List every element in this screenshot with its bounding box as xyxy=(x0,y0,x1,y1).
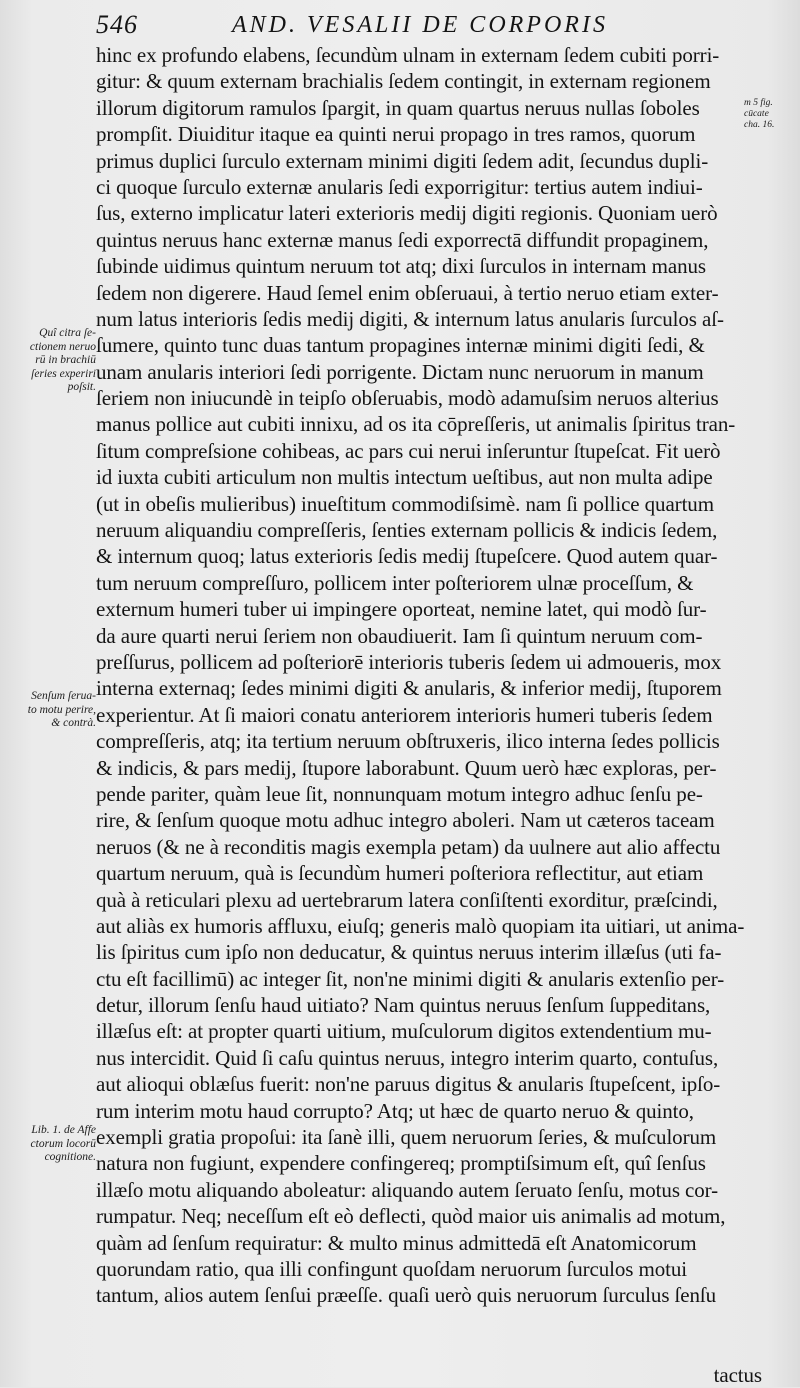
margin-note-line: ſeries experiri xyxy=(31,367,96,380)
text-line: tantum, alios autem ſenſui præeſſe. quaſi uerò quis neruorum ſurculus ſenſu xyxy=(96,1283,717,1308)
text-line: hinc ex profundo elabens, ſecundùm ulnam in externam ſedem cubiti porri- xyxy=(96,43,720,67)
margin-note-line: cūcate xyxy=(744,109,769,119)
text-line: pende pariter, quàm leue ſit, nonnunquam motum integro adhuc ſenſu pe- xyxy=(96,781,703,806)
margin-note-line: poſsit. xyxy=(67,381,96,393)
text-line: tum neruum compreſſuro, pollicem inter poſteriorem ulnæ proceſſum, & xyxy=(96,570,694,595)
text-line: illæſo motu aliquando aboleatur: aliquando autem ſeruato ſenſu, motus cor- xyxy=(96,1177,719,1202)
text-line: ſumere, quinto tunc duas tantum propagines internæ minimi digiti ſedi, & xyxy=(96,333,705,358)
text-line: ctu eſt facillimū) ac integer ſit, non'ne minimi digiti & anularis extenſio per- xyxy=(96,966,725,991)
text-line: ſitum compreſsione cohibeas, ac pars cui nerui inſeruntur ſtupeſcat. Fit uerò xyxy=(96,438,721,463)
text-line: natura non fugiunt, expendere confingereq; promptiſsimum eſt, quî ſenſus xyxy=(96,1151,706,1176)
text-line: rum interim motu haud corrupto? Atq; ut hæc de quarto neruo & quinto, xyxy=(96,1098,694,1123)
text-line: ſeriem non iniucundè in teipſo obſeruabis, modò adamuſsim neruos alterius xyxy=(96,386,719,411)
text-line: da aure quarti nerui ſeriem non obaudiuerit. Iam ſi quintum neruum com- xyxy=(96,623,703,648)
text-line: neruum aliquandiu compreſſeris, ſenties externam pollicis & indicis ſedem, xyxy=(96,518,718,543)
text-line: lis ſpiritus cum ipſo non deducatur, & quintus neruus interim illæſus (uti fa- xyxy=(96,940,722,965)
text-line: primus duplici ſurculo externam minimi digiti ſedem adit, ſecundus dupli- xyxy=(96,148,709,173)
text-line: ſus, externo implicatur lateri exterioris medij digiti regionis. Quoniam uerò xyxy=(96,201,718,226)
text-line: detur, illorum ſenſu haud uitiato? Nam quintus neruus ſenſum ſuppeditans, xyxy=(96,993,711,1018)
text-line: illæſus eſt: at propter quarti uitium, muſculorum digitos extendentium mu- xyxy=(96,1019,712,1044)
text-line: quà à reticulari plexu ad uertebrarum latera conſiſtenti exorditur, præſcindi, xyxy=(96,887,718,912)
text-line: aut alioqui oblæſus fuerit: non'ne paruus digitus & anularis ſtupeſcent, ipſo- xyxy=(96,1072,721,1097)
margin-note-line: rū in brachiū xyxy=(35,354,96,366)
margin-note-book-reference xyxy=(22,1124,96,1165)
body-text xyxy=(96,42,766,1388)
margin-note-line: cha. 16. xyxy=(744,120,775,130)
text-line: manus pollice aut cubiti innixu, ad os ita cōpreſſeris, ut animalis ſpiritus tran- xyxy=(96,412,736,437)
text-line: prompſit. Diuiditur itaque ea quinti nerui propago in tres ramos, quorum xyxy=(96,122,696,147)
text-line: id iuxta cubiti articulum non multis intectum ueſtibus, aut non multa adipe xyxy=(96,465,713,490)
text-line: preſſurus, pollicem ad poſteriorē interioris tuberis ſedem ui admoueris, mox xyxy=(96,649,722,674)
text-line: ſedem non digerere. Haud ſemel enim obſeruaui, à tertio neruo etiam exter- xyxy=(96,280,719,305)
catchword: tactus xyxy=(713,1362,762,1387)
margin-note-line: cognitione. xyxy=(44,1151,96,1163)
text-line: quàm ad ſenſum requiratur: & multo minus admittedā eſt Anatomicorum xyxy=(96,1230,697,1255)
running-head: AND. VESALII DE CORPORIS xyxy=(232,12,608,38)
text-line: exempli gratia propoſui: ita ſanè illi, quem neruorum ſeries, & muſculorum xyxy=(96,1125,717,1150)
text-line xyxy=(96,1335,766,1361)
text-line: num latus interioris ſedis medij digiti, & internum latus anularis ſurculos aſ- xyxy=(96,306,724,331)
text-line: experientur. At ſi maiori conatu anteriorem interioris humeri tuberis ſedem xyxy=(96,702,713,727)
text-line: quartum neruum, quà is ſecundùm humeri poſteriora reflectitur, aut etiam xyxy=(96,861,704,886)
margin-note-line: Lib. 1. de Affe xyxy=(31,1124,96,1136)
margin-note-line: & contrà. xyxy=(51,717,96,729)
text-line: rire, & ſenſum quoque motu adhuc integro aboleri. Nam ut cæteros taceam xyxy=(96,808,715,833)
text-line: compreſſeris, atq; ita tertium neruum obſtruxeris, ilico interna ſedes pollicis xyxy=(96,729,720,754)
text-line: gitur: & quum externam brachialis ſedem contingit, in externam regionem xyxy=(96,69,711,94)
margin-note-line: ctorum locorū xyxy=(30,1137,96,1150)
text-line: externum humeri tuber ui impingere oporteat, nemine latet, qui modò ſur- xyxy=(96,597,707,622)
text-line xyxy=(96,1309,766,1335)
text-line: quintus neruus hanc externæ manus ſedi exporrectā diffundit propaginem, xyxy=(96,227,709,252)
text-line: (ut in obeſis mulieribus) inueſtitum commodiſsimè. nam ſi pollice quartum xyxy=(96,491,714,516)
text-line: quorundam ratio, qua illi confingunt quoſdam neruorum ſurculos motui xyxy=(96,1256,688,1281)
text-line: rumpatur. Neq; neceſſum eſt eò deflecti, quòd maior uis animalis ad motum, xyxy=(96,1204,726,1229)
margin-note-line: Senſum ſerua- xyxy=(31,690,96,702)
text-line: ſubinde uidimus quintum neruum tot atq; dixi ſurculos in internam manus xyxy=(96,254,707,279)
text-line: ci quoque ſurculo externæ anularis ſedi exporrigitur: tertius autem indiui- xyxy=(96,174,703,199)
text-line: nus intercidit. Quid ſi caſu quintus neruus, integro interim quarto, contuſus, xyxy=(96,1045,719,1070)
text-line: aut aliàs ex humoris affluxu, eiuſq; generis malò quopiam ita uitiari, ut anima- xyxy=(96,913,745,938)
page-header xyxy=(96,10,776,44)
text-line: & internum quoq; latus exterioris ſedis medij ſtupeſcere. Quod autem quar- xyxy=(96,544,718,569)
page-number: 546 xyxy=(96,10,138,39)
margin-note-sense-motion xyxy=(22,690,96,731)
text-line: interna externaq; ſedes minimi digiti & anularis, & inferior medij, ſtuporem xyxy=(96,676,722,701)
margin-note-line: to motu perire, xyxy=(27,703,96,716)
text-line: unam anularis interiori ſedi porrigente. Dictam nunc neruorum in manum xyxy=(96,359,704,384)
text-line: & indicis, & pars medij, ſtupore laborabunt. Quum uerò hæc exploras, per- xyxy=(96,755,717,780)
margin-note-line: m 5 fig. xyxy=(744,98,773,108)
margin-note-reference xyxy=(744,98,798,131)
text-line: neruos (& ne à reconditis magis exempla petam) da uulnere aut alio affectu xyxy=(96,834,721,859)
margin-note-nerve-series xyxy=(22,327,96,395)
margin-note-line: ctionem neruo xyxy=(29,340,96,353)
margin-note-line: Quî citra ſe- xyxy=(39,327,96,339)
text-line: illorum digitorum ramulos ſpargit, in quam quartus neruus nullas ſoboles xyxy=(96,95,700,120)
